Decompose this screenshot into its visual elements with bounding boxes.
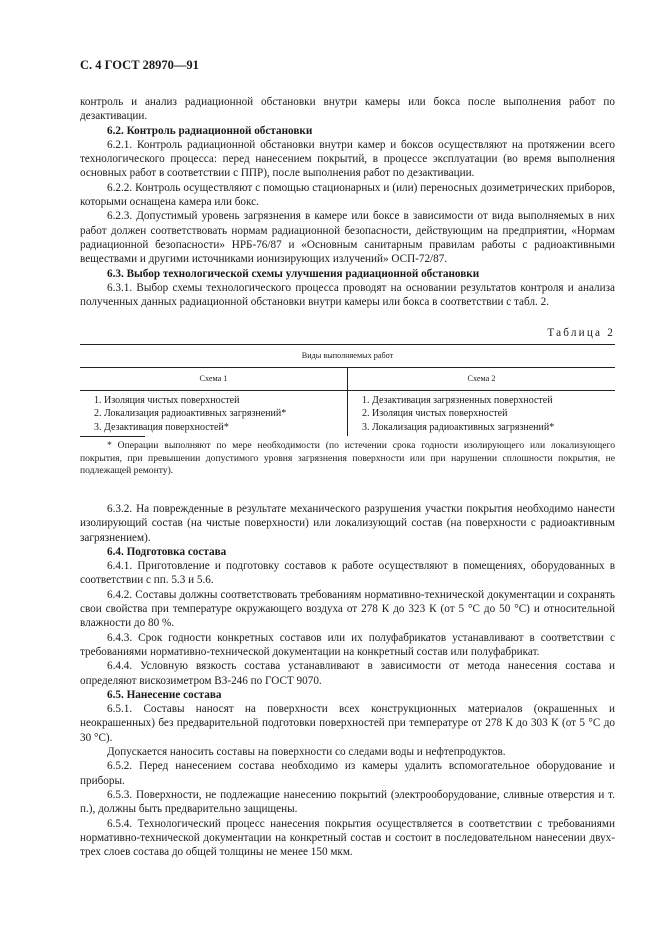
- column-items: [80, 391, 347, 436]
- table-row: [80, 368, 615, 436]
- list-item: 3. Дезактивация поверхностей*: [94, 421, 229, 433]
- paragraph: 6.4.4. Условную вязкость состава устанавливают в зависимости от метода нанесения состава и определяют вискозиметром ВЗ-246 по ГОСТ 9070.: [80, 660, 615, 687]
- section-6-3-2-6-5: [80, 502, 615, 859]
- column-header: Схема 1: [80, 368, 347, 391]
- paragraph: 6.5.3. Поверхности, не подлежащие нанесению покрытий (электрооборудование, сливные отверстия и т. п.), должны быть предварительно защищены.: [80, 788, 615, 816]
- table-header: Виды выполняемых работ: [80, 345, 615, 368]
- section-heading: 6.3. Выбор технологической схемы улучшения радиационной обстановки: [107, 267, 480, 280]
- paragraph: 6.5.1. Составы наносят на поверхности всех конструкционных материалов (окрашенных и неокрашенных) без предварительной подготовки поверхностей при температуре от 278 К до 303 К (от 5 °С до 30 °С).: [80, 703, 615, 744]
- list-item: 2. Изоляция чистых поверхностей: [362, 408, 508, 420]
- paragraph: 6.5.4. Технологический процесс нанесения покрытия осуществляется в соответствии с требованиями нормативно-технической документации на конкретный состав и состоит в последовательном нанесении двух-трех слоев состава до общей толщины не менее 150 мкм.: [80, 817, 615, 859]
- paragraph: 6.4.1. Приготовление и подготовку составов к работе осуществляют в помещениях, оборудованных в соответствии с пп. 5.3 и 5.6.: [80, 560, 615, 587]
- paragraph: 6.4.3. Срок годности конкретных составов или их полуфабрикатов устанавливают в соответствии с требованиями нормативно-технической документации на конкретный состав или полуфабрикат.: [80, 631, 615, 658]
- paragraph: 6.4.2. Составы должны соответствовать требованиям нормативно-технической документации и сохранять свои свойства при температуре окружающего воздуха от 278 К до 323 К (от 5 °С до 50 °С) и относительной влажности до 80 %.: [80, 588, 615, 630]
- paragraph: 6.5.2. Перед нанесением состава необходимо из камеры удалить вспомогательное оборудование и приборы.: [80, 760, 615, 787]
- list-item: 2. Локализация радиоактивных загрязнений*: [94, 408, 287, 420]
- list-item: 3. Локализация радиоактивных загрязнений*: [362, 421, 555, 433]
- table-column-scheme-2: [347, 368, 615, 436]
- table-2: [80, 344, 615, 436]
- column-header: Схема 2: [348, 368, 615, 391]
- list-item: 1. Изоляция чистых поверхностей: [94, 395, 240, 406]
- footnote-rule: [80, 436, 145, 437]
- list-item: 1. Дезактивация загрязненных поверхностей: [362, 395, 553, 406]
- table-column-scheme-1: [80, 368, 347, 436]
- section-heading: 6.2. Контроль радиационной обстановки: [107, 124, 313, 137]
- section-heading: 6.5. Нанесение состава: [107, 688, 222, 701]
- table-footnote: * Операции выполняют по мере необходимости (по истечении срока годности изолирующего или локализующего покрытия, при превышении допустимого уровня загрязнения поверхности или при нарушении сплошности покрытия, не подлежащей ремонту).: [80, 440, 615, 477]
- paragraph: 6.2.2. Контроль осуществляют с помощью стационарных и (или) переносных дозиметрических приборов, которыми оснащена камера или бокс.: [80, 181, 615, 209]
- paragraph: 6.3.2. На поврежденные в результате механического разрушения участки покрытия необходимо нанести изолирующий состав (на чистые поверхности) или локализующий состав (на поверхности с радиоактивным загрязнением).: [80, 503, 615, 544]
- paragraph: 6.3.1. Выбор схемы технологического процесса проводят на основании результатов контроля и анализа полученных данных радиационной обстановки внутри камеры или бокса в соответствии с табл. 2.: [80, 281, 615, 309]
- paragraph: 6.2.1. Контроль радиационной обстановки внутри камер и боксов осуществляют на протяжении всего технологического процесса: перед нанесением покрытий, в процессе эксплуатации (во время выполнения основных работ в соответствии с ППР), после выполнения работ по дезактивации.: [80, 138, 615, 180]
- paragraph: 6.2.3. Допустимый уровень загрязнения в камере или боксе в зависимости от вида выполняемых в них работ должен соответствовать нормам радиационной безопасности, действующим на предприятии, «Нормам радиационной безопасности» НРБ-76/87 и «Основным санитарным правилам работы с радиоактивными веществами и другими источниками ионизирующих излучений» ОСП-72/87.: [80, 210, 615, 266]
- section-heading: 6.4. Подготовка состава: [107, 545, 227, 558]
- table-caption: Таблица 2: [547, 327, 615, 339]
- page-header: С. 4 ГОСТ 28970—91: [80, 58, 199, 72]
- paragraph: Допускается наносить составы на поверхности со следами воды и нефтепродуктов.: [107, 746, 506, 759]
- paragraph: контроль и анализ радиационной обстановки внутри камеры или бокса после выполнения работ по дезактивации.: [80, 96, 615, 123]
- section-6-2-6-3: [80, 95, 615, 309]
- column-items: [348, 391, 615, 436]
